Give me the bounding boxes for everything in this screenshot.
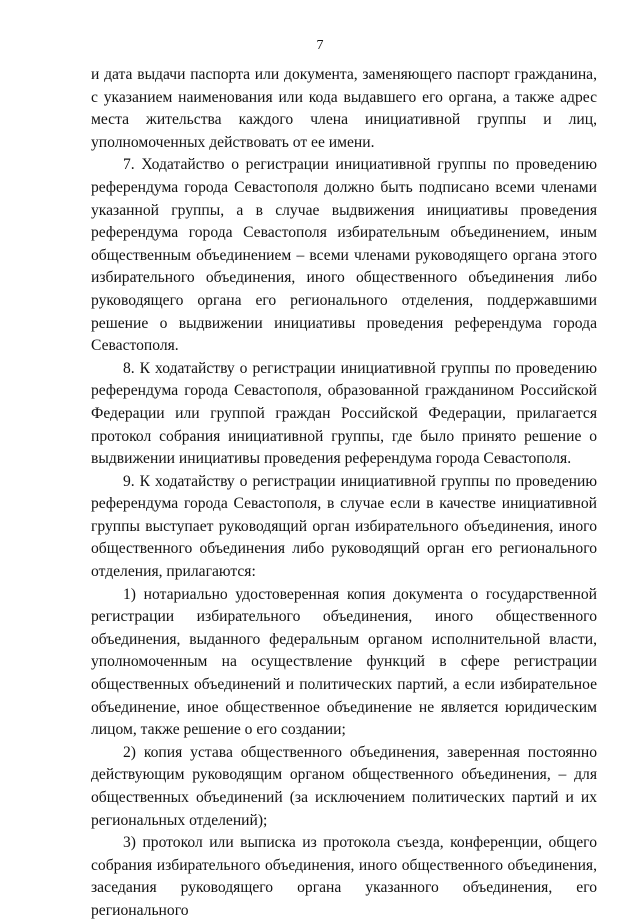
document-body [91, 64, 597, 923]
paragraph-continuation: и дата выдачи паспорта или документа, заменяющего паспорт гражданина, с указанием наименования или кода выдавшего его органа, а также адрес места жительства каждого члена инициативной группы и лиц, уполномоченных действовать от ее имени. [91, 66, 597, 151]
paragraph-item-7: 7. Ходатайство о регистрации инициативной группы по проведению референдума города Севастополя должно быть подписано всеми членами указанной группы, а в случае выдвижения инициативы проведения референдума города Севастополя избирательным объединением, иным общественным объединением – всеми членами руководящего органа этого избирательного объединения, иного общественного объединения либо руководящего органа его регионального отделения, поддержавшими решение о выдвижении инициативы проведения референдума города Севастополя. [91, 156, 597, 355]
subitem-1: 1) нотариально удостоверенная копия документа о государственной регистрации избирательного объединения, иного общественного объединения, выданного федеральным органом исполнительной власти, уполномоченным на осуществление функций в сфере регистрации общественных объединений и политических партий, а если избирательное объединение, иное общественное объединение не является юридическим лицом, также решение о его создании; [91, 585, 597, 739]
paragraph-item-9: 9. К ходатайству о регистрации инициативной группы по проведению референдума города Севастополя, в случае если в качестве инициативной группы выступает руководящий орган избирательного объединения, иного общественного объединения либо руководящий орган его регионального отделения, прилагаются: [91, 472, 597, 581]
subitem-3: 3) протокол или выписка из протокола съезда, конференции, общего собрания избирательного объединения, иного общественного объединения, заседания руководящего органа указанного объединения, его регионального [91, 834, 597, 919]
paragraph-item-8: 8. К ходатайству о регистрации инициативной группы по проведению референдума города Севастополя, образованной гражданином Российской Федерации или группой граждан Российской Федерации, прилагается протокол собрания инициативной группы, где было принято решение о выдвижении инициативы проведения референдума города Севастополя. [91, 359, 597, 468]
subitem-2: 2) копия устава общественного объединения, заверенная постоянно действующим руководящим органом общественного объединения, – для общественных объединений (за исключением политических партий и их региональных отделений); [91, 743, 597, 829]
page-number: 7 [316, 38, 324, 53]
